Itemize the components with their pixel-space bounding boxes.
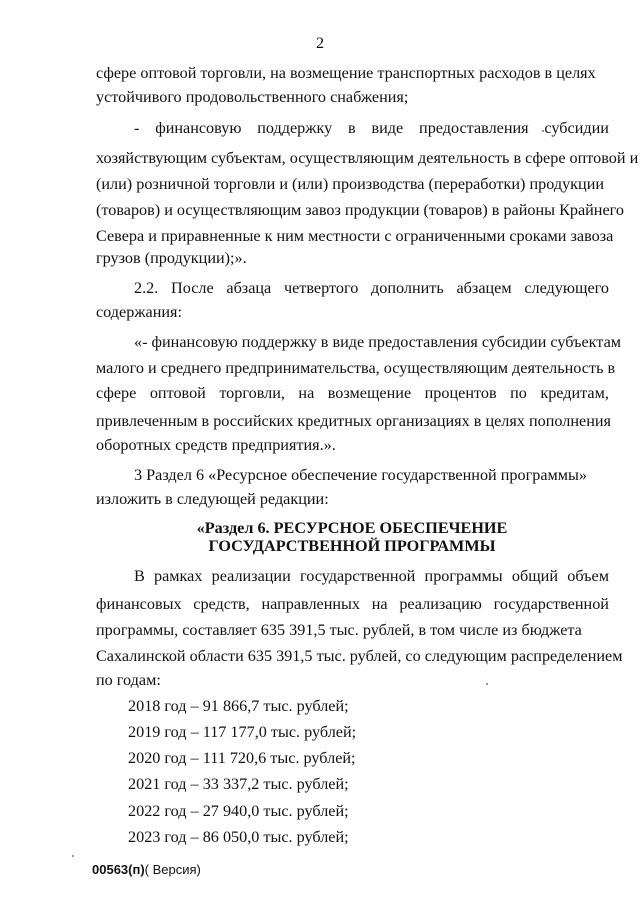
section-heading-line-2: ГОСУДАРСТВЕННОЙ ПРОГРАММЫ — [208, 537, 496, 555]
paragraph-3-line-1 — [134, 278, 609, 298]
doc-code: 00563(п) — [92, 862, 145, 877]
paragraph-2-line-4: (товаров) и осуществляющим завоз продукции (товаров) в районы Крайнего — [96, 201, 624, 219]
paragraph-2-line-3: (или) розничной торговли и (или) производства (переработки) продукции — [96, 175, 605, 193]
scan-speck — [72, 855, 74, 857]
word: в — [348, 119, 356, 137]
word: кредитам, — [540, 384, 609, 402]
word: финансовых — [96, 595, 182, 613]
word: поддержку — [257, 119, 333, 137]
word: предоставления — [419, 119, 529, 137]
page-number: 2 — [315, 34, 325, 52]
paragraph-6-line-1 — [134, 566, 609, 586]
paragraph-6-line-5: по годам: — [96, 671, 161, 689]
version-label: ( Версия) — [144, 862, 201, 877]
funding-2020: 2020 год – 111 720,6 тыс. рублей; — [128, 749, 356, 767]
paragraph-6-line-3: программы, составляет 635 391,5 тыс. рублей, в том числе из бюджета — [96, 621, 582, 639]
word: реализацию — [399, 595, 482, 613]
paragraph-2-line-1 — [134, 118, 609, 138]
funding-2023: 2023 год – 86 050,0 тыс. рублей; — [128, 828, 349, 846]
word: государственной — [493, 595, 609, 613]
paragraph-2-line-2: хозяйствующим субъектам, осуществляющим деятельность в сфере оптовой и — [96, 149, 639, 167]
word: оптовой — [149, 384, 206, 402]
paragraph-1-line-2: устойчивого продовольственного снабжения; — [96, 88, 409, 106]
word: - — [134, 119, 140, 137]
funding-2021: 2021 год – 33 337,2 тыс. рублей; — [128, 775, 349, 793]
paragraph-5-line-1: 3 Раздел 6 «Ресурсное обеспечение государственной программы» — [134, 466, 587, 484]
word: возмещение — [327, 384, 412, 402]
paragraph-2-line-6: грузов (продукции);». — [96, 249, 247, 267]
word: После — [171, 279, 214, 297]
word: процентов — [424, 384, 497, 402]
word: сфере — [96, 384, 137, 402]
paragraph-1-line-1: сфере оптовой торговли, на возмещение транспортных расходов в целях — [96, 64, 596, 82]
word: следующего — [524, 279, 609, 297]
paragraph-3-line-2: содержания: — [96, 303, 182, 321]
funding-2019: 2019 год – 117 177,0 тыс. рублей; — [128, 723, 357, 741]
funding-2022: 2022 год – 27 940,0 тыс. рублей; — [128, 802, 349, 820]
scan-speck — [486, 683, 488, 685]
paragraph-4-line-3 — [96, 383, 609, 403]
word: объем — [567, 567, 609, 585]
word: виде — [371, 119, 404, 137]
word: программы — [424, 567, 503, 585]
word: 2.2. — [134, 279, 159, 297]
funding-2018: 2018 год – 91 866,7 тыс. рублей; — [128, 697, 349, 715]
paragraph-4-line-1: «- финансовую поддержку в виде предоставления субсидии субъектам — [134, 333, 622, 351]
word: абзацем — [456, 279, 512, 297]
word: по — [510, 384, 527, 402]
word: реализации — [211, 567, 291, 585]
word: субсидии — [544, 119, 609, 137]
paragraph-4-line-4: привлеченным в российских кредитных организациях в целях пополнения — [96, 412, 611, 430]
word: четвертого — [283, 279, 359, 297]
word: В — [134, 567, 145, 585]
paragraph-4-line-5: оборотных средств предприятия.». — [96, 436, 336, 454]
paragraph-5-line-2: изложить в следующей редакции: — [96, 490, 329, 508]
paragraph-6-line-4: Сахалинской области 635 391,5 тыс. рублей, со следующим распределением — [96, 647, 623, 665]
paragraph-6-line-2 — [96, 594, 609, 614]
word: дополнить — [371, 279, 444, 297]
word: на — [298, 384, 315, 402]
word: общий — [511, 567, 559, 585]
paragraph-2-line-5: Севера и приравненные к ним местности с ограниченными сроками завоза — [96, 227, 614, 245]
section-heading-line-1: «Раздел 6. РЕСУРСНОЕ ОБЕСПЕЧЕНИЕ — [196, 519, 508, 537]
paragraph-4-line-2: малого и среднего предпринимательства, осуществляющим деятельность в — [96, 359, 616, 377]
word: средств, — [193, 595, 250, 613]
word: финансовую — [155, 119, 242, 137]
word: рамках — [154, 567, 203, 585]
word: государственной — [299, 567, 416, 585]
footer — [92, 862, 201, 877]
word: направленных — [261, 595, 361, 613]
word: на — [371, 595, 388, 613]
scan-speck — [542, 130, 544, 132]
word: абзаца — [226, 279, 272, 297]
word: торговли, — [219, 384, 285, 402]
